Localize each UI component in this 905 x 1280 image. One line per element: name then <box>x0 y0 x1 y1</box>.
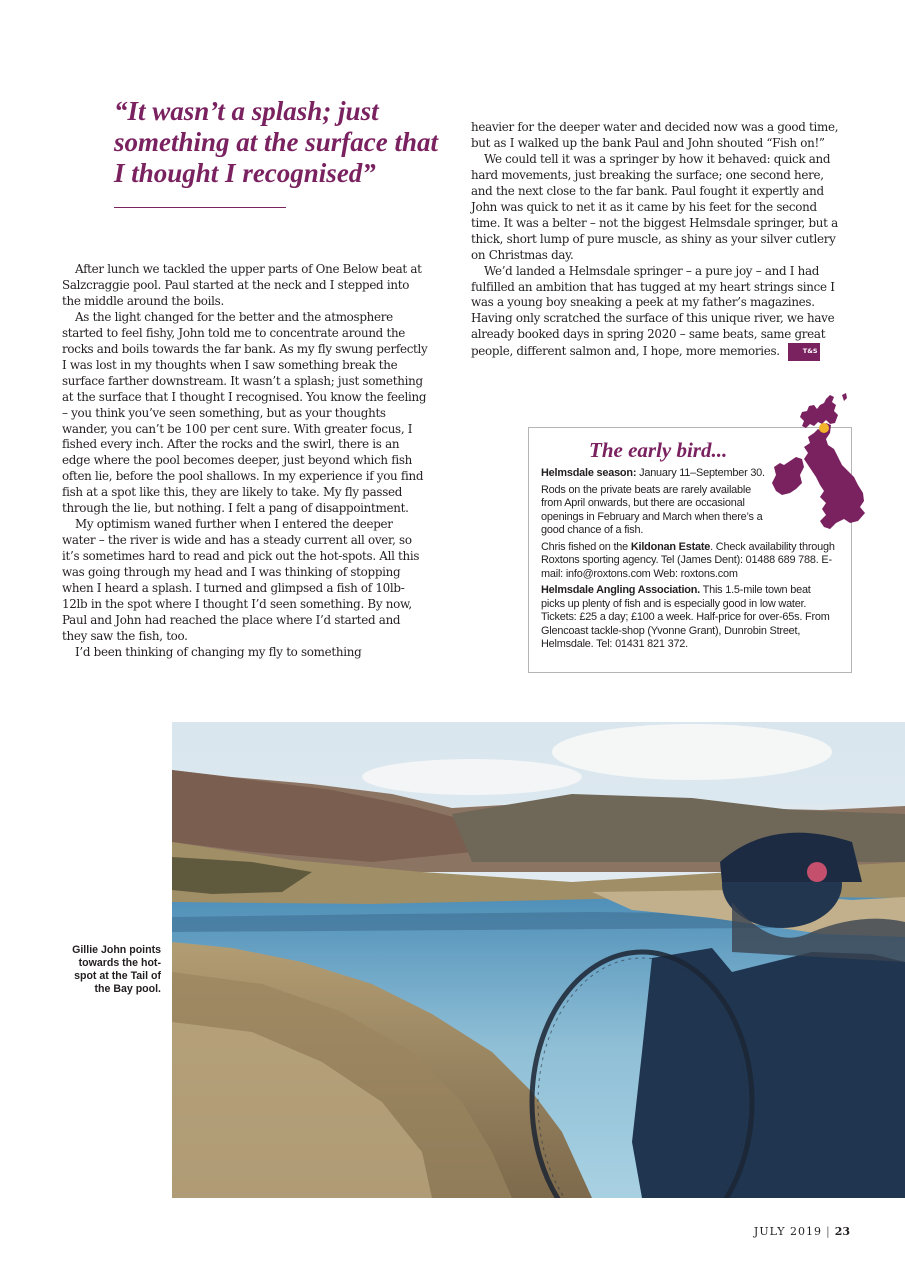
photo-caption: Gillie John points towards the hot-spot at the Tail of the Bay pool. <box>72 944 161 995</box>
page-number: 23 <box>834 1225 850 1238</box>
helmsdale-location-marker <box>819 423 829 433</box>
river-photo <box>172 722 905 1198</box>
page-footer <box>754 1225 850 1238</box>
kildonan-text: Chris fished on the Kildonan Estate. Check availability through Roxtons sporting agency. Tel (James Dent): 01488 689 788. E-mail: info@roxtons.com Web: roxtons.com <box>541 540 835 580</box>
article-paragraph: After lunch we tackled the upper parts of One Below beat at Salzcraggie pool. Paul started at the neck and I stepped into the middle around the boils. <box>62 262 422 308</box>
end-mark-logo: T&S <box>788 343 820 361</box>
article-paragraph-text: We’d landed a Helmsdale springer – a pure joy – and I had fulfilled an ambition that has tugged at my heart strings since I was a young boy sneaking a peek at my father’s magazines. Having only scratched the surface of this unique river, we have already booked days in spring 2020 – same beats, same great people, different salmon and, I hope, more memories. <box>471 263 835 359</box>
season-value: January 11–September 30. <box>636 467 765 479</box>
article-paragraph <box>471 264 841 362</box>
uk-map-icon <box>768 393 868 535</box>
article-paragraph: My optimism waned further when I entered the deeper water – the river is wide and has a steady current all over, so it’s sometimes hard to read and pick out the hot-spots. All this was going through my head and I was thinking of stopping when I heard a splash. I turned and glimpsed a fish of 10lb-12lb in the spot where I thought I’d seen something. By now, Paul and John had reached the place where I’d started and they saw the fish, too. <box>62 517 420 643</box>
article-column-right <box>471 120 841 361</box>
issue-date: JULY 2019 <box>753 1225 822 1238</box>
pull-quote-rule <box>114 207 286 208</box>
season-label: Helmsdale season: <box>541 467 637 479</box>
footer-separator: | <box>825 1225 831 1238</box>
article-paragraph: We could tell it was a springer by how it behaved: quick and hard movements, just breaking the surface; one second here, and the next close to the far bank. Paul fought it expertly and John was quick to net it as it came by his feet for the second time. It was a belter – not the biggest Helmsdale springer, but a thick, short lump of pure muscle, as shiny as your silver cutlery on Christmas day. <box>471 151 838 262</box>
pull-quote: “It wasn’t a splash; just something at the surface that I thought I recognised” <box>114 96 439 188</box>
kildonan-estate-name: Kildonan Estate <box>630 540 711 553</box>
article-paragraph: I’d been thinking of changing my fly to something <box>75 644 362 659</box>
article-paragraph: As the light changed for the better and the atmosphere started to feel fishy, John told me to concentrate around the rocks and boils towards the far bank. As my fly swung perfectly I was lost in my thoughts when I saw something break the surface farther downstream. It wasn’t a splash; just something at the surface that I thought I recognised. You know the feeling – you think you’ve seen something, but as your thoughts wander, you can’t be 100 per cent sure. With greater focus, I fished every inch. After the rocks and the swirl, there is an edge where the pool becomes deeper, just beyond which fish often lie, before the pool shallows. In my experience if you find fish at a spot like this, they are likely to take. My fly passed through the lie, but nothing. I felt a pang of disappointment. <box>62 309 428 516</box>
angling-association-text: Helmsdale Angling Association. This 1.5-mile town beat picks up plenty of fish and is especially good in low water. Tickets: £25 a day; £100 a week. Half-price for over-65s. From Glencoast tackle-shop (Yvonne Grant), Dunrobin Street, Helmsdale. Tel: 01431 821 372. <box>541 584 830 650</box>
info-box-title: The early bird... <box>589 438 728 462</box>
article-paragraph: heavier for the deeper water and decided now was a good time, but as I walked up the bank Paul and John shouted “Fish on!” <box>471 120 839 150</box>
angling-association-name: Helmsdale Angling Association. <box>541 584 701 596</box>
article-column-left <box>62 262 428 661</box>
rods-text: Rods on the private beats are rarely available from April onwards, but there are occasional openings in February and March when there’s a good chance of a fish. <box>541 483 763 536</box>
